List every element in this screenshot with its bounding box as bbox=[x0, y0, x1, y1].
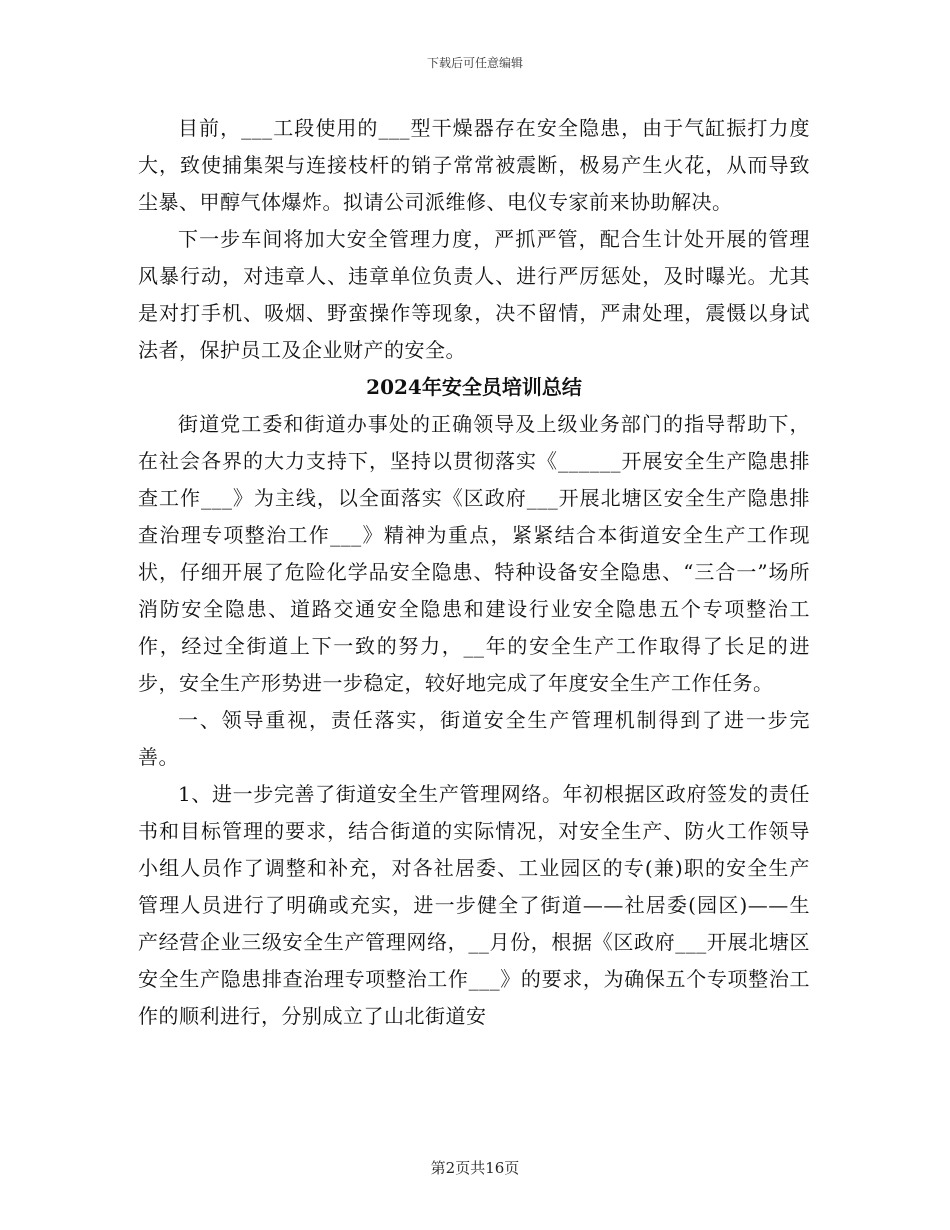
paragraph-heading-one: 一、领导重视，责任落实，街道安全生产管理机制得到了进一步完善。 bbox=[138, 708, 810, 769]
paragraph-intro: 街道党工委和街道办事处的正确领导及上级业务部门的指导帮助下，在社会各界的大力支持下，坚持以贯彻落实《______开展安全生产隐患排查工作___》为主线，以全面落实《区政府___开展北塘区安全生产隐患排查治理专项整治工作___》精神为重点，紧紧结合本街道安全生产工作现状，仔细开展了危险化学品安全隐患、特种设备安全隐患、“三合一”场所消防安全隐患、道路交通安全隐患和建设行业安全隐患五个专项整治工作，经过全街道上下一致的努力，__年的安全生产工作取得了长足的进步，安全生产形势进一步稳定，较好地完成了年度安全生产工作任务。 bbox=[138, 412, 810, 695]
document-body bbox=[138, 110, 810, 1035]
page-number: 第2页共16页 bbox=[430, 1159, 520, 1177]
section-title: 2024年安全员培训总结 bbox=[366, 375, 582, 399]
page-header: 下载后可任意编辑 bbox=[426, 56, 523, 70]
paragraph-next-steps: 下一步车间将加大安全管理力度，严抓严管，配合生计处开展的管理风暴行动，对违章人、违章单位负责人、进行严厉惩处，及时曝光。尤其是对打手机、吸烟、野蛮操作等现象，决不留情，严肃处理，震慑以身试法者，保护员工及企业财产的安全。 bbox=[138, 227, 810, 362]
paragraph-dryer-hazard: 目前，___工段使用的___型干燥器存在安全隐患，由于气缸振打力度大，致使捕集架与连接枝杆的销子常常被震断，极易产生火花，从而导致尘暴、甲醇气体爆炸。拟请公司派维修、电仪专家前来协助解决。 bbox=[138, 116, 810, 214]
paragraph-item-one: 1、进一步完善了街道安全生产管理网络。年初根据区政府签发的责任书和目标管理的要求，结合街道的实际情况，对安全生产、防火工作领导小组人员作了调整和补充，对各社居委、工业园区的专(兼)职的安全生产管理人员进行了明确或充实，进一步健全了街道——社居委(园区)——生产经营企业三级安全生产管理网络，__月份，根据《区政府___开展北塘区安全生产隐患排查治理专项整治工作___》的要求，为确保五个专项整治工作的顺利进行，分别成立了山北街道安 bbox=[138, 782, 810, 1028]
